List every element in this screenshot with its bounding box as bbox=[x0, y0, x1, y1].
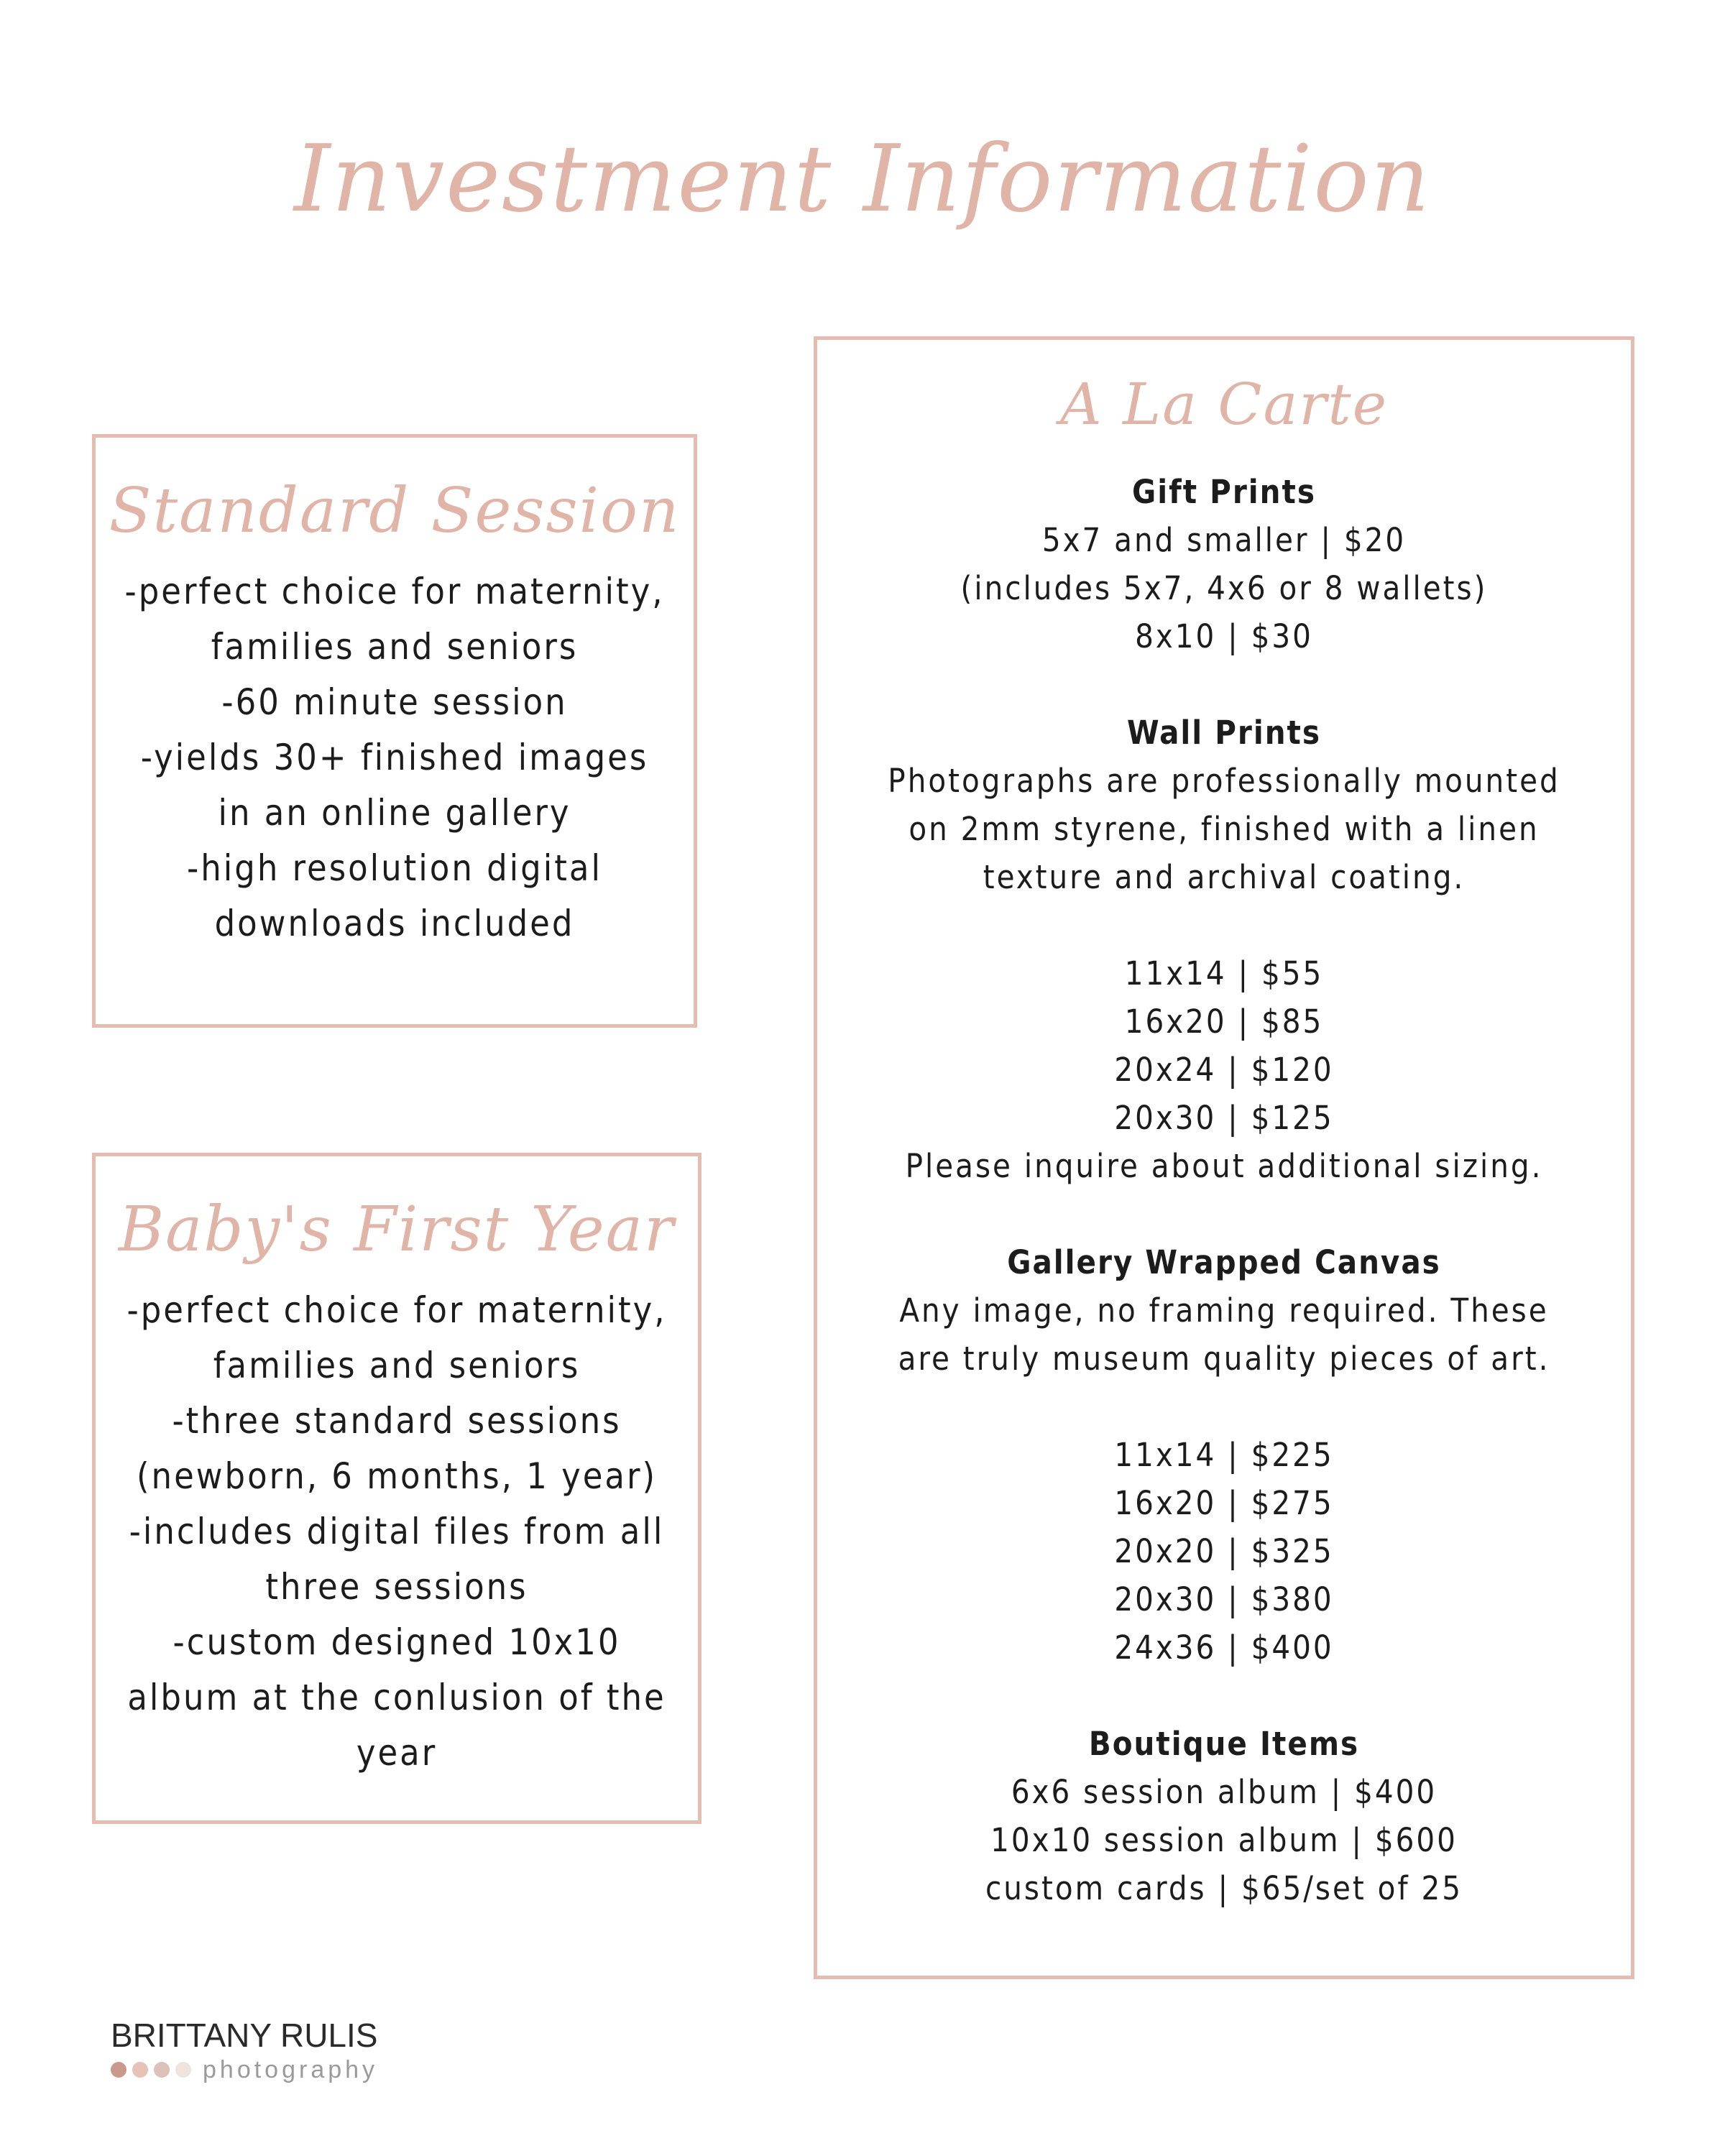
detail-line: downloads included bbox=[214, 903, 575, 944]
description-line: Photographs are professionally mounted bbox=[888, 762, 1560, 800]
spacer bbox=[817, 1190, 1631, 1238]
babys-first-year-details bbox=[96, 1283, 698, 1781]
standard-session-card bbox=[92, 434, 697, 1028]
detail-line: -custom designed 10x10 bbox=[172, 1621, 621, 1663]
spacer bbox=[817, 660, 1631, 709]
price-line: 6x6 session album | $400 bbox=[1011, 1773, 1438, 1811]
gift-prints-title: Gift Prints bbox=[1132, 473, 1316, 511]
detail-line: -yields 30+ finished images bbox=[140, 737, 649, 778]
detail-line: three sessions bbox=[265, 1566, 528, 1608]
sizing-note: Please inquire about additional sizing. bbox=[905, 1147, 1543, 1185]
brand-dot-icon bbox=[175, 2062, 191, 2078]
price-line: 11x14 | $225 bbox=[1114, 1436, 1334, 1474]
price-line: 20x24 | $120 bbox=[1114, 1051, 1334, 1089]
a-la-carte-heading: A La Carte bbox=[1059, 371, 1389, 438]
spacer bbox=[817, 901, 1631, 949]
brand-tagline: photography bbox=[203, 2056, 379, 2083]
brand-dot-icon bbox=[111, 2062, 126, 2078]
a-la-carte-menu bbox=[817, 468, 1631, 1912]
brand-dot-icon bbox=[132, 2062, 148, 2078]
detail-line: album at the conlusion of the bbox=[127, 1677, 666, 1718]
description-line: texture and archival coating. bbox=[983, 858, 1466, 896]
brand-dot-icon bbox=[154, 2062, 170, 2078]
brand-logo bbox=[111, 2017, 398, 2084]
canvas-title: Gallery Wrapped Canvas bbox=[1007, 1243, 1441, 1281]
spacer bbox=[817, 1383, 1631, 1431]
price-line: 5x7 and smaller | $20 bbox=[1041, 521, 1407, 559]
standard-session-heading: Standard Session bbox=[109, 475, 681, 547]
detail-line: -three standard sessions bbox=[172, 1400, 622, 1442]
standard-session-details bbox=[96, 564, 694, 952]
brand-subline bbox=[111, 2055, 398, 2084]
price-line: custom cards | $65/set of 25 bbox=[985, 1869, 1463, 1907]
price-line: 16x20 | $85 bbox=[1124, 1003, 1324, 1041]
babys-first-year-heading: Baby's First Year bbox=[118, 1194, 676, 1266]
price-line: 10x10 session album | $600 bbox=[990, 1821, 1458, 1859]
spacer bbox=[817, 1672, 1631, 1720]
price-line: (includes 5x7, 4x6 or 8 wallets) bbox=[960, 569, 1488, 607]
description-line: on 2mm styrene, finished with a linen bbox=[908, 810, 1540, 848]
price-line: 11x14 | $55 bbox=[1124, 954, 1324, 992]
detail-line: families and seniors bbox=[211, 626, 579, 668]
a-la-carte-card bbox=[814, 336, 1634, 1979]
price-line: 20x30 | $380 bbox=[1114, 1580, 1334, 1618]
description-line: are truly museum quality pieces of art. bbox=[898, 1340, 1550, 1378]
detail-line: -perfect choice for maternity, bbox=[124, 571, 665, 612]
wall-prints-title: Wall Prints bbox=[1127, 714, 1321, 752]
detail-line: (newborn, 6 months, 1 year) bbox=[137, 1455, 657, 1497]
babys-first-year-card bbox=[92, 1153, 702, 1824]
price-line: 20x30 | $125 bbox=[1114, 1099, 1334, 1137]
detail-line: families and seniors bbox=[213, 1345, 581, 1386]
price-line: 20x20 | $325 bbox=[1114, 1532, 1334, 1570]
boutique-title: Boutique Items bbox=[1088, 1725, 1360, 1763]
detail-line: in an online gallery bbox=[218, 792, 571, 834]
page-title: Investment Information bbox=[293, 126, 1432, 233]
price-line: 8x10 | $30 bbox=[1135, 617, 1313, 655]
price-line: 16x20 | $275 bbox=[1114, 1484, 1334, 1522]
price-line: 24x36 | $400 bbox=[1114, 1628, 1334, 1667]
description-line: Any image, no framing required. These bbox=[899, 1291, 1549, 1330]
detail-line: -perfect choice for maternity, bbox=[126, 1289, 667, 1331]
detail-line: -includes digital files from all bbox=[129, 1511, 665, 1552]
detail-line: year bbox=[356, 1732, 438, 1774]
detail-line: -60 minute session bbox=[221, 681, 568, 723]
detail-line: -high resolution digital bbox=[187, 847, 602, 889]
brand-name: BRITTANY RULIS bbox=[111, 2017, 378, 2054]
